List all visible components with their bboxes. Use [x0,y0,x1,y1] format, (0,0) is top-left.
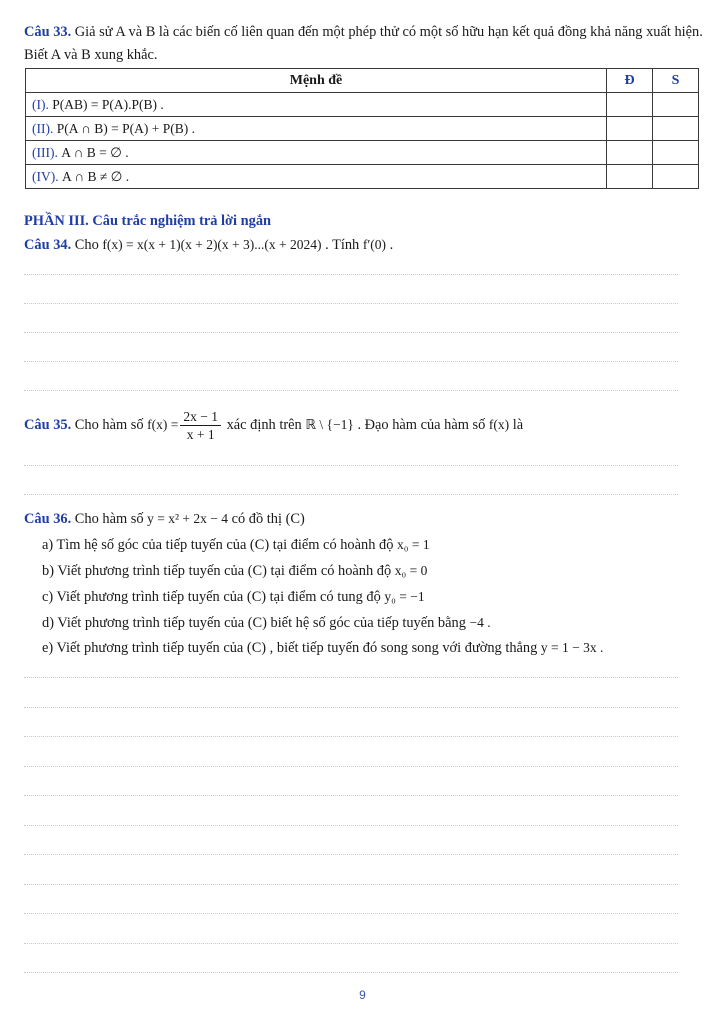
item-formula: x₀ = 0 [394,563,428,578]
question-36-item-d [42,615,491,632]
question-35-domain: ℝ \ {−1} [305,416,354,432]
true-checkbox-cell[interactable] [607,117,653,141]
item-formula: y = 1 − 3x . [540,640,604,655]
item-text: e) Viết phương trình tiếp tuyến của (C) , biết tiếp tuyến đó song song với đường thẳng [42,640,541,656]
question-36-item-e [42,640,603,657]
question-36-text: Cho hàm số [71,511,148,527]
false-checkbox-cell[interactable] [653,93,699,117]
table-row [26,141,699,165]
answer-line[interactable] [24,390,678,391]
table-header-row [26,69,699,93]
statement-formula: P(A ∩ B) = P(A) + P(B) . [56,120,195,136]
statement-label: (II). [32,120,54,136]
part-3-heading: PHẦN III. Câu trắc nghiệm trả lời ngắn [24,213,272,229]
statement-label: (I). [32,96,49,112]
question-36-item-b [42,563,427,580]
true-checkbox-cell[interactable] [607,141,653,165]
true-header: Đ [607,69,653,93]
item-formula: y₀ = −1 [384,589,425,604]
question-35-label: Câu 35. [24,416,72,433]
page-number: 9 [359,988,366,1002]
fraction [180,408,221,443]
answer-line[interactable] [24,943,678,944]
statement-formula: P(AB) = P(A).P(B) . [52,96,164,112]
item-formula: −4 . [469,615,491,630]
question-34-label: Câu 34. [24,237,72,253]
fraction-numerator: 2x − 1 [180,408,221,426]
false-header: S [653,69,699,93]
true-checkbox-cell[interactable] [607,165,653,189]
answer-line[interactable] [24,972,678,973]
answer-line[interactable] [24,913,678,914]
answer-line[interactable] [24,494,678,495]
question-36-item-c [42,589,425,606]
false-checkbox-cell[interactable] [653,117,699,141]
question-33-text: Giả sử A và B là các biến cố liên quan đến một phép thử có một số hữu hạn kết quả đồng khả năng xuất hiện. Biết A và B xung khắc. [24,24,703,63]
table-row [26,117,699,141]
table-row [26,93,699,117]
statement-formula: A ∩ B = ∅ . [61,144,129,160]
question-35-text-end: là [509,416,524,433]
statement-label: (IV). [32,168,59,184]
answer-line[interactable] [24,854,678,855]
answer-line[interactable] [24,766,678,767]
question-36-item-a [42,537,430,554]
answer-line[interactable] [24,677,678,678]
true-checkbox-cell[interactable] [607,93,653,117]
false-checkbox-cell[interactable] [653,141,699,165]
answer-line[interactable] [24,736,678,737]
answer-line[interactable] [24,465,678,466]
question-36-formula: y = x² + 2x − 4 [147,511,229,526]
false-checkbox-cell[interactable] [653,165,699,189]
item-formula: x₀ = 1 [397,537,430,552]
question-35-lhs: f(x) = [147,416,179,432]
item-text: b) Viết phương trình tiếp tuyến của (C) tại điểm có hoành độ [42,563,395,579]
answer-line[interactable] [24,825,678,826]
question-34-text-end: . [386,237,394,253]
question-34 [24,237,393,254]
item-text: c) Viết phương trình tiếp tuyến của (C) tại điểm có tung độ [42,589,385,605]
answer-line[interactable] [24,274,678,275]
statement-formula: A ∩ B ≠ ∅ . [62,168,130,184]
answer-line[interactable] [24,795,678,796]
question-34-formula-2: f′(0) [362,237,387,252]
answer-line[interactable] [24,303,678,304]
statement-header: Mệnh đề [26,69,607,93]
question-35-fx: f(x) [488,416,510,432]
question-34-text-mid: . Tính [321,237,363,253]
question-33 [24,21,704,67]
question-36-text-end: có đồ thị (C) [228,511,305,527]
answer-line[interactable] [24,361,678,362]
answer-line[interactable] [24,707,678,708]
statement-label: (III). [32,144,58,160]
true-false-table [25,68,699,189]
item-text: d) Viết phương trình tiếp tuyến của (C) biết hệ số góc của tiếp tuyến bằng [42,615,470,631]
fraction-denominator: x + 1 [186,427,215,442]
item-text: a) Tìm hệ số góc của tiếp tuyến của (C) tại điểm có hoành độ [42,537,397,553]
question-35-text-mid: xác định trên [223,416,306,433]
answer-line[interactable] [24,332,678,333]
table-row [26,165,699,189]
question-35-text: Cho hàm số [71,416,148,433]
question-33-label: Câu 33. [24,24,72,40]
question-35-text-after: . Đạo hàm của hàm số [353,416,489,433]
question-36-label: Câu 36. [24,511,72,527]
question-36 [24,511,305,528]
answer-line[interactable] [24,884,678,885]
question-34-formula: f(x) = x(x + 1)(x + 2)(x + 3)...(x + 2024) [102,237,322,252]
question-34-text: Cho [71,237,103,253]
question-35 [24,408,523,443]
